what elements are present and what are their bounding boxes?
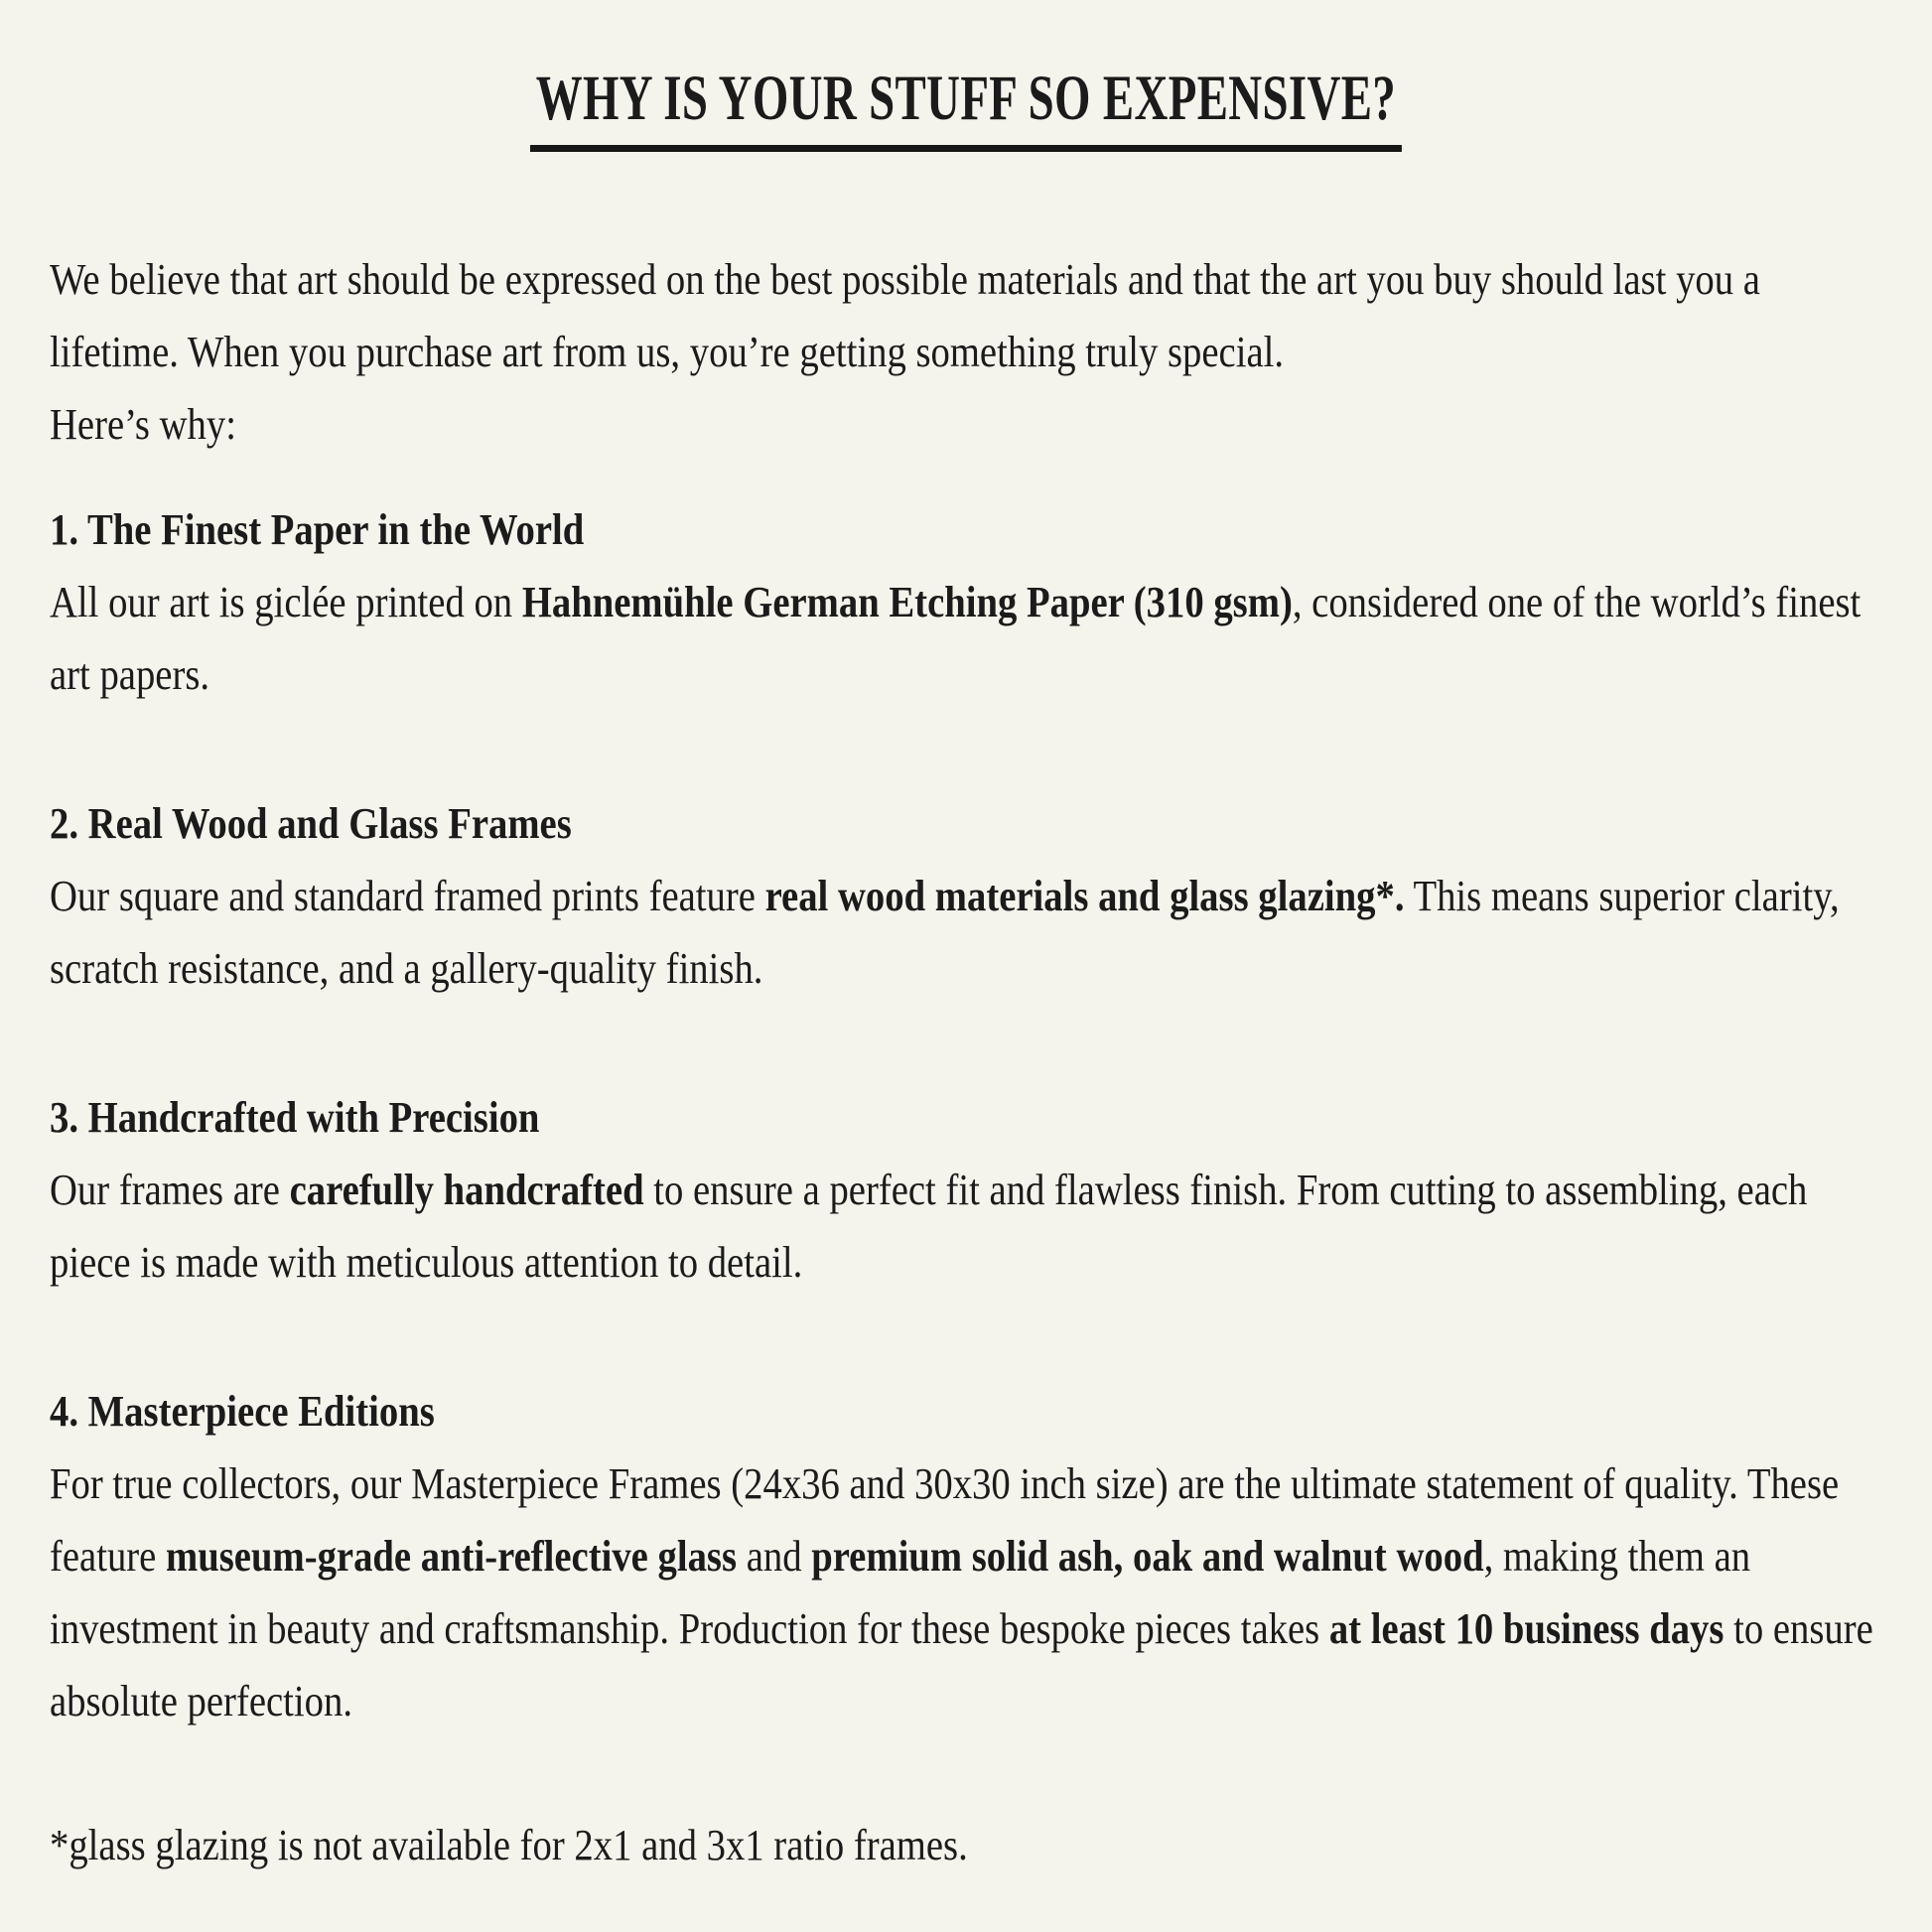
section-handcrafted	[50, 1081, 1882, 1299]
section-body-handcrafted	[50, 1154, 1882, 1299]
body-segment: to ensure absolute perfection.	[50, 1603, 1873, 1725]
intro-text: We believe that art should be expressed on the best possible materials and that the art you buy should last you a lifetime. When you purchase art from us, you’re getting something truly special.	[50, 254, 1760, 376]
body-segment: , considered one of the world’s finest art papers.	[50, 577, 1862, 699]
body-segment: For true collectors, our Masterpiece Frames (24x36 and 30x30 inch size) are the ultimate statement of quality. These feature	[50, 1458, 1840, 1581]
section-wood-glass-frames	[50, 787, 1882, 1005]
content-column	[50, 64, 1882, 1881]
body-segment-bold: at least 10 business days	[1328, 1603, 1725, 1653]
body-segment: Our square and standard framed prints feature	[50, 871, 765, 920]
section-heading-handcrafted: 3. Handcrafted with Precision	[50, 1092, 540, 1142]
section-heading-finest-paper: 1. The Finest Paper in the World	[50, 504, 585, 554]
section-body-wood-glass	[50, 860, 1882, 1005]
body-segment: to ensure a perfect fit and flawless finish. From cutting to assembling, each piece is made with meticulous attention to detail.	[50, 1165, 1808, 1287]
title-row	[50, 64, 1882, 152]
section-heading-masterpiece: 4. Masterpiece Editions	[50, 1386, 435, 1436]
body-segment-bold: carefully handcrafted	[289, 1165, 644, 1214]
body-segment: All our art is giclée printed on	[50, 577, 522, 626]
intro-paragraph	[50, 243, 1882, 461]
section-finest-paper	[50, 493, 1882, 711]
body-segment-bold: premium solid ash, oak and walnut wood	[811, 1531, 1484, 1581]
section-body-finest-paper	[50, 566, 1882, 711]
footnote: *glass glazing is not available for 2x1 and 3x1 ratio frames.	[50, 1820, 968, 1869]
section-body-masterpiece	[50, 1448, 1882, 1737]
section-heading-wood-glass: 2. Real Wood and Glass Frames	[50, 798, 572, 848]
intro-tagline: Here’s why:	[50, 399, 236, 449]
body-segment-bold: real wood materials and glass glazing*.	[764, 871, 1405, 920]
page-title: WHY IS YOUR STUFF SO EXPENSIVE?	[530, 64, 1402, 152]
body-segment: Our frames are	[50, 1165, 290, 1214]
section-masterpiece-editions	[50, 1375, 1882, 1737]
body-segment: and	[737, 1531, 812, 1581]
body-segment-bold: Hahnemühle German Etching Paper (310 gsm)	[521, 577, 1293, 626]
body-segment: This means superior clarity, scratch resistance, and a gallery-quality finish.	[50, 871, 1840, 993]
body-segment-bold: museum-grade anti-reflective glass	[166, 1531, 738, 1581]
body-segment: , making them an investment in beauty and craftsmanship. Production for these bespoke pieces takes	[50, 1531, 1751, 1653]
